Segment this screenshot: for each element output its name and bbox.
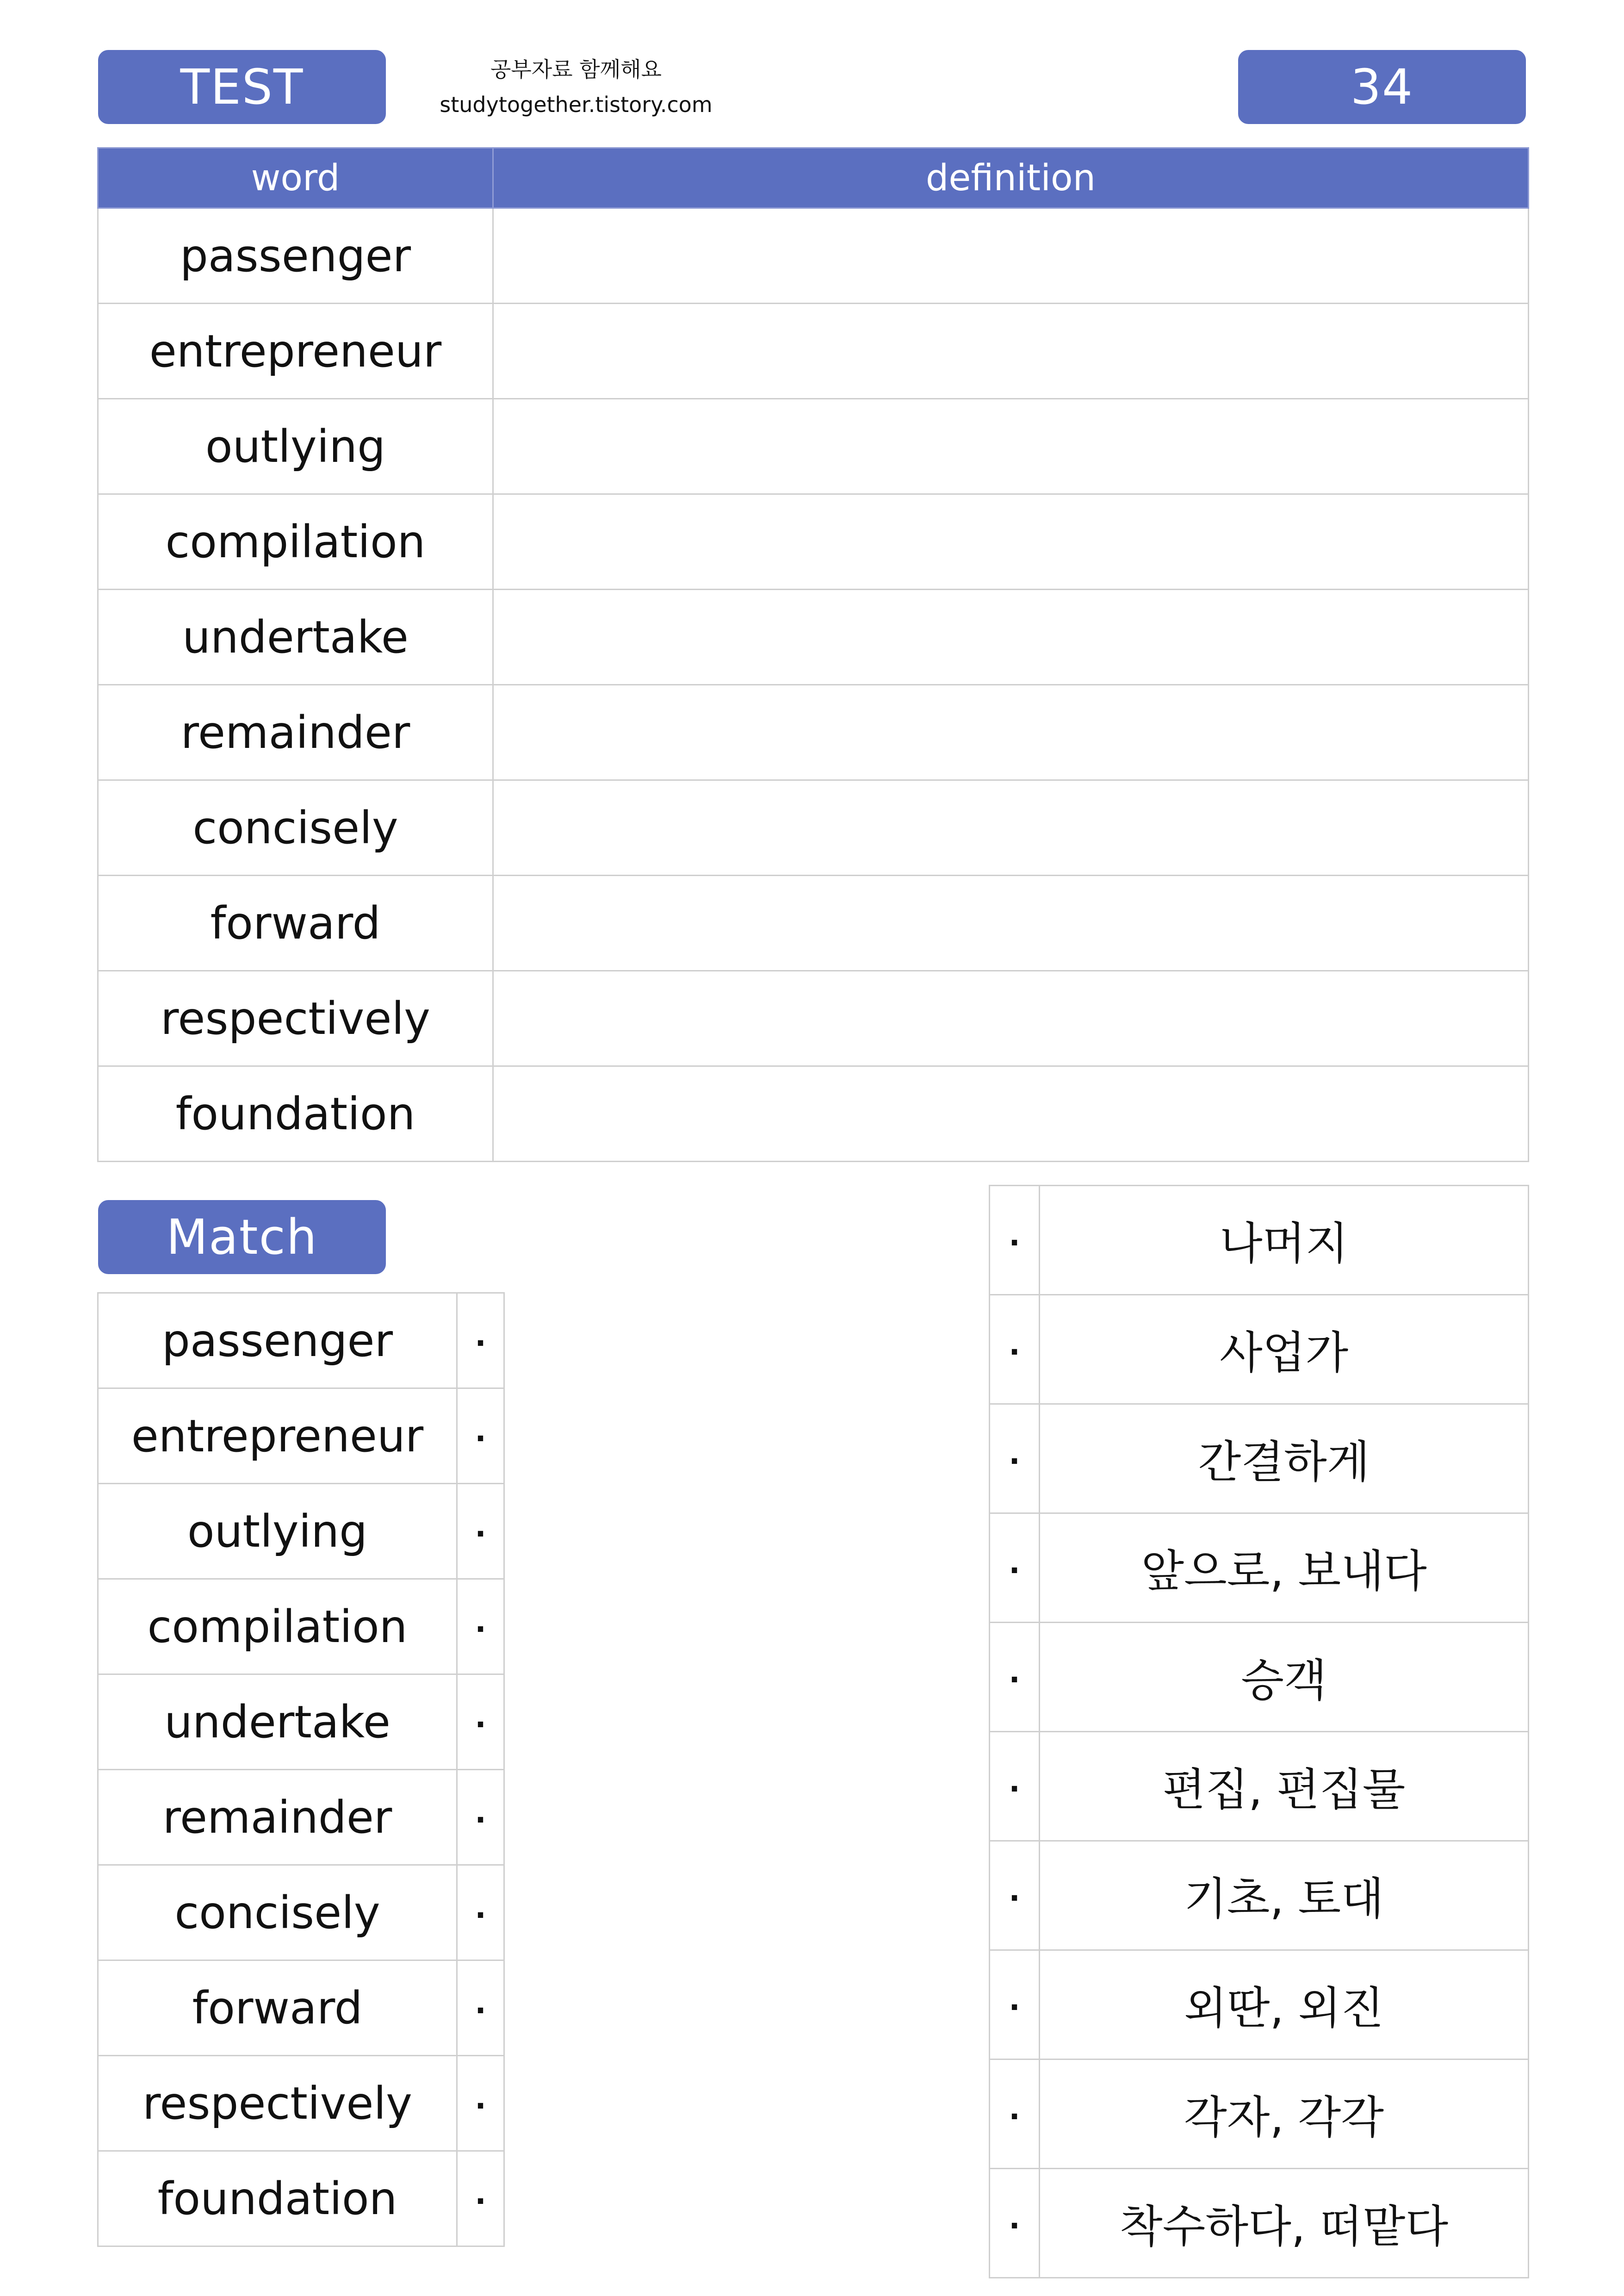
test-row <box>98 494 1529 590</box>
test-table-header <box>98 148 1529 208</box>
match-word: respectively <box>98 2056 457 2151</box>
test-word: forward <box>98 876 493 971</box>
match-meaning: 나머지 <box>1040 1186 1529 1295</box>
connector-dot: · <box>1009 2100 1020 2134</box>
connector-dot: · <box>475 1326 486 1361</box>
definition-blank[interactable] <box>493 494 1529 590</box>
definition-blank[interactable] <box>493 304 1529 399</box>
site-credit <box>416 52 736 122</box>
match-word: remainder <box>98 1770 457 1865</box>
match-dot[interactable] <box>457 1960 504 2056</box>
test-word: concisely <box>98 780 493 876</box>
match-dot[interactable] <box>457 2151 504 2246</box>
match-dot[interactable] <box>457 1293 504 1388</box>
page-number: 34 <box>1350 59 1414 115</box>
match-dot[interactable] <box>990 1295 1040 1404</box>
match-dot[interactable] <box>990 1623 1040 1732</box>
match-label: Match <box>166 1209 318 1265</box>
match-meaning-row <box>990 1732 1529 1841</box>
test-row <box>98 1066 1529 1162</box>
match-meaning: 기초, 토대 <box>1040 1841 1529 1950</box>
match-word: forward <box>98 1960 457 2056</box>
match-dot[interactable] <box>457 1579 504 1674</box>
match-meaning: 각자, 각각 <box>1040 2060 1529 2169</box>
test-row <box>98 780 1529 876</box>
match-word-row <box>98 1484 504 1579</box>
match-badge <box>98 1200 386 1274</box>
match-dot[interactable] <box>990 2060 1040 2169</box>
match-word-row <box>98 1579 504 1674</box>
match-meaning: 착수하다, 떠맡다 <box>1040 2169 1529 2278</box>
definition-blank[interactable] <box>493 971 1529 1066</box>
connector-dot: · <box>1009 1881 1020 1916</box>
match-word: entrepreneur <box>98 1388 457 1484</box>
test-word: entrepreneur <box>98 304 493 399</box>
test-word: foundation <box>98 1066 493 1162</box>
test-badge <box>98 50 386 124</box>
match-word: foundation <box>98 2151 457 2246</box>
match-meaning-row <box>990 1623 1529 1732</box>
match-dot[interactable] <box>990 1732 1040 1841</box>
match-word: passenger <box>98 1293 457 1388</box>
match-dot[interactable] <box>457 1388 504 1484</box>
connector-dot: · <box>1009 1991 1020 2025</box>
test-word: respectively <box>98 971 493 1066</box>
match-dot[interactable] <box>990 1513 1040 1623</box>
test-row <box>98 971 1529 1066</box>
connector-dot: · <box>1009 1772 1020 1807</box>
match-word-row <box>98 1770 504 1865</box>
connector-dot: · <box>475 2089 486 2124</box>
test-row <box>98 399 1529 494</box>
match-word-row <box>98 2056 504 2151</box>
match-word: undertake <box>98 1674 457 1770</box>
match-meaning: 편집, 편집물 <box>1040 1732 1529 1841</box>
definition-blank[interactable] <box>493 208 1529 304</box>
match-dot[interactable] <box>990 1404 1040 1513</box>
connector-dot: · <box>1009 1444 1020 1479</box>
test-word: outlying <box>98 399 493 494</box>
connector-dot: · <box>1009 1226 1020 1261</box>
match-word-row <box>98 1293 504 1388</box>
match-word: concisely <box>98 1865 457 1960</box>
match-meaning-row <box>990 1295 1529 1404</box>
connector-dot: · <box>1009 1663 1020 1698</box>
match-meaning-row <box>990 1950 1529 2060</box>
definition-blank[interactable] <box>493 590 1529 685</box>
match-word-row <box>98 1674 504 1770</box>
connector-dot: · <box>475 1708 486 1742</box>
match-dot[interactable] <box>990 1841 1040 1950</box>
match-word: outlying <box>98 1484 457 1579</box>
test-word: remainder <box>98 685 493 780</box>
match-meaning-row <box>990 2169 1529 2278</box>
connector-dot: · <box>475 1803 486 1838</box>
match-meaning-row <box>990 1841 1529 1950</box>
test-row <box>98 208 1529 304</box>
page-number-badge <box>1238 50 1526 124</box>
match-dot[interactable] <box>457 1865 504 1960</box>
site-credit-korean: 공부자료 함께해요 <box>490 57 662 82</box>
test-row <box>98 685 1529 780</box>
connector-dot: · <box>475 2184 486 2219</box>
definition-blank[interactable] <box>493 876 1529 971</box>
connector-dot: · <box>475 1994 486 2028</box>
match-dot[interactable] <box>990 1950 1040 2060</box>
connector-dot: · <box>1009 1554 1020 1588</box>
column-header-definition: definition <box>493 148 1529 208</box>
connector-dot: · <box>475 1422 486 1456</box>
test-row <box>98 876 1529 971</box>
match-meaning-row <box>990 1513 1529 1623</box>
match-meaning: 앞으로, 보내다 <box>1040 1513 1529 1623</box>
definition-blank[interactable] <box>493 399 1529 494</box>
match-dot[interactable] <box>990 2169 1040 2278</box>
test-label: TEST <box>180 59 304 115</box>
match-meaning: 사업가 <box>1040 1295 1529 1404</box>
column-header-word: word <box>98 148 493 208</box>
match-dot[interactable] <box>457 1484 504 1579</box>
match-meaning-row <box>990 2060 1529 2169</box>
match-meaning-row <box>990 1186 1529 1295</box>
definition-blank[interactable] <box>493 780 1529 876</box>
test-table <box>97 147 1529 1162</box>
match-dot[interactable] <box>457 1674 504 1770</box>
match-word-row <box>98 2151 504 2246</box>
connector-dot: · <box>1009 2209 1020 2244</box>
match-meaning: 외딴, 외진 <box>1040 1950 1529 2060</box>
test-word: undertake <box>98 590 493 685</box>
definition-blank[interactable] <box>493 1066 1529 1162</box>
match-dot[interactable] <box>457 1770 504 1865</box>
match-words-table <box>97 1292 505 2247</box>
site-credit-url: studytogether.tistory.com <box>440 92 713 117</box>
test-row <box>98 304 1529 399</box>
definition-blank[interactable] <box>493 685 1529 780</box>
match-word: compilation <box>98 1579 457 1674</box>
test-word: compilation <box>98 494 493 590</box>
match-meaning-row <box>990 1404 1529 1513</box>
test-word: passenger <box>98 208 493 304</box>
connector-dot: · <box>1009 1335 1020 1370</box>
match-word-row <box>98 1960 504 2056</box>
match-word-row <box>98 1388 504 1484</box>
test-row <box>98 590 1529 685</box>
match-meaning: 간결하게 <box>1040 1404 1529 1513</box>
match-dot[interactable] <box>990 1186 1040 1295</box>
match-meanings-table <box>989 1185 1529 2278</box>
match-dot[interactable] <box>457 2056 504 2151</box>
connector-dot: · <box>475 1517 486 1552</box>
match-word-row <box>98 1865 504 1960</box>
connector-dot: · <box>475 1612 486 1647</box>
match-meaning: 승객 <box>1040 1623 1529 1732</box>
connector-dot: · <box>475 1898 486 1933</box>
